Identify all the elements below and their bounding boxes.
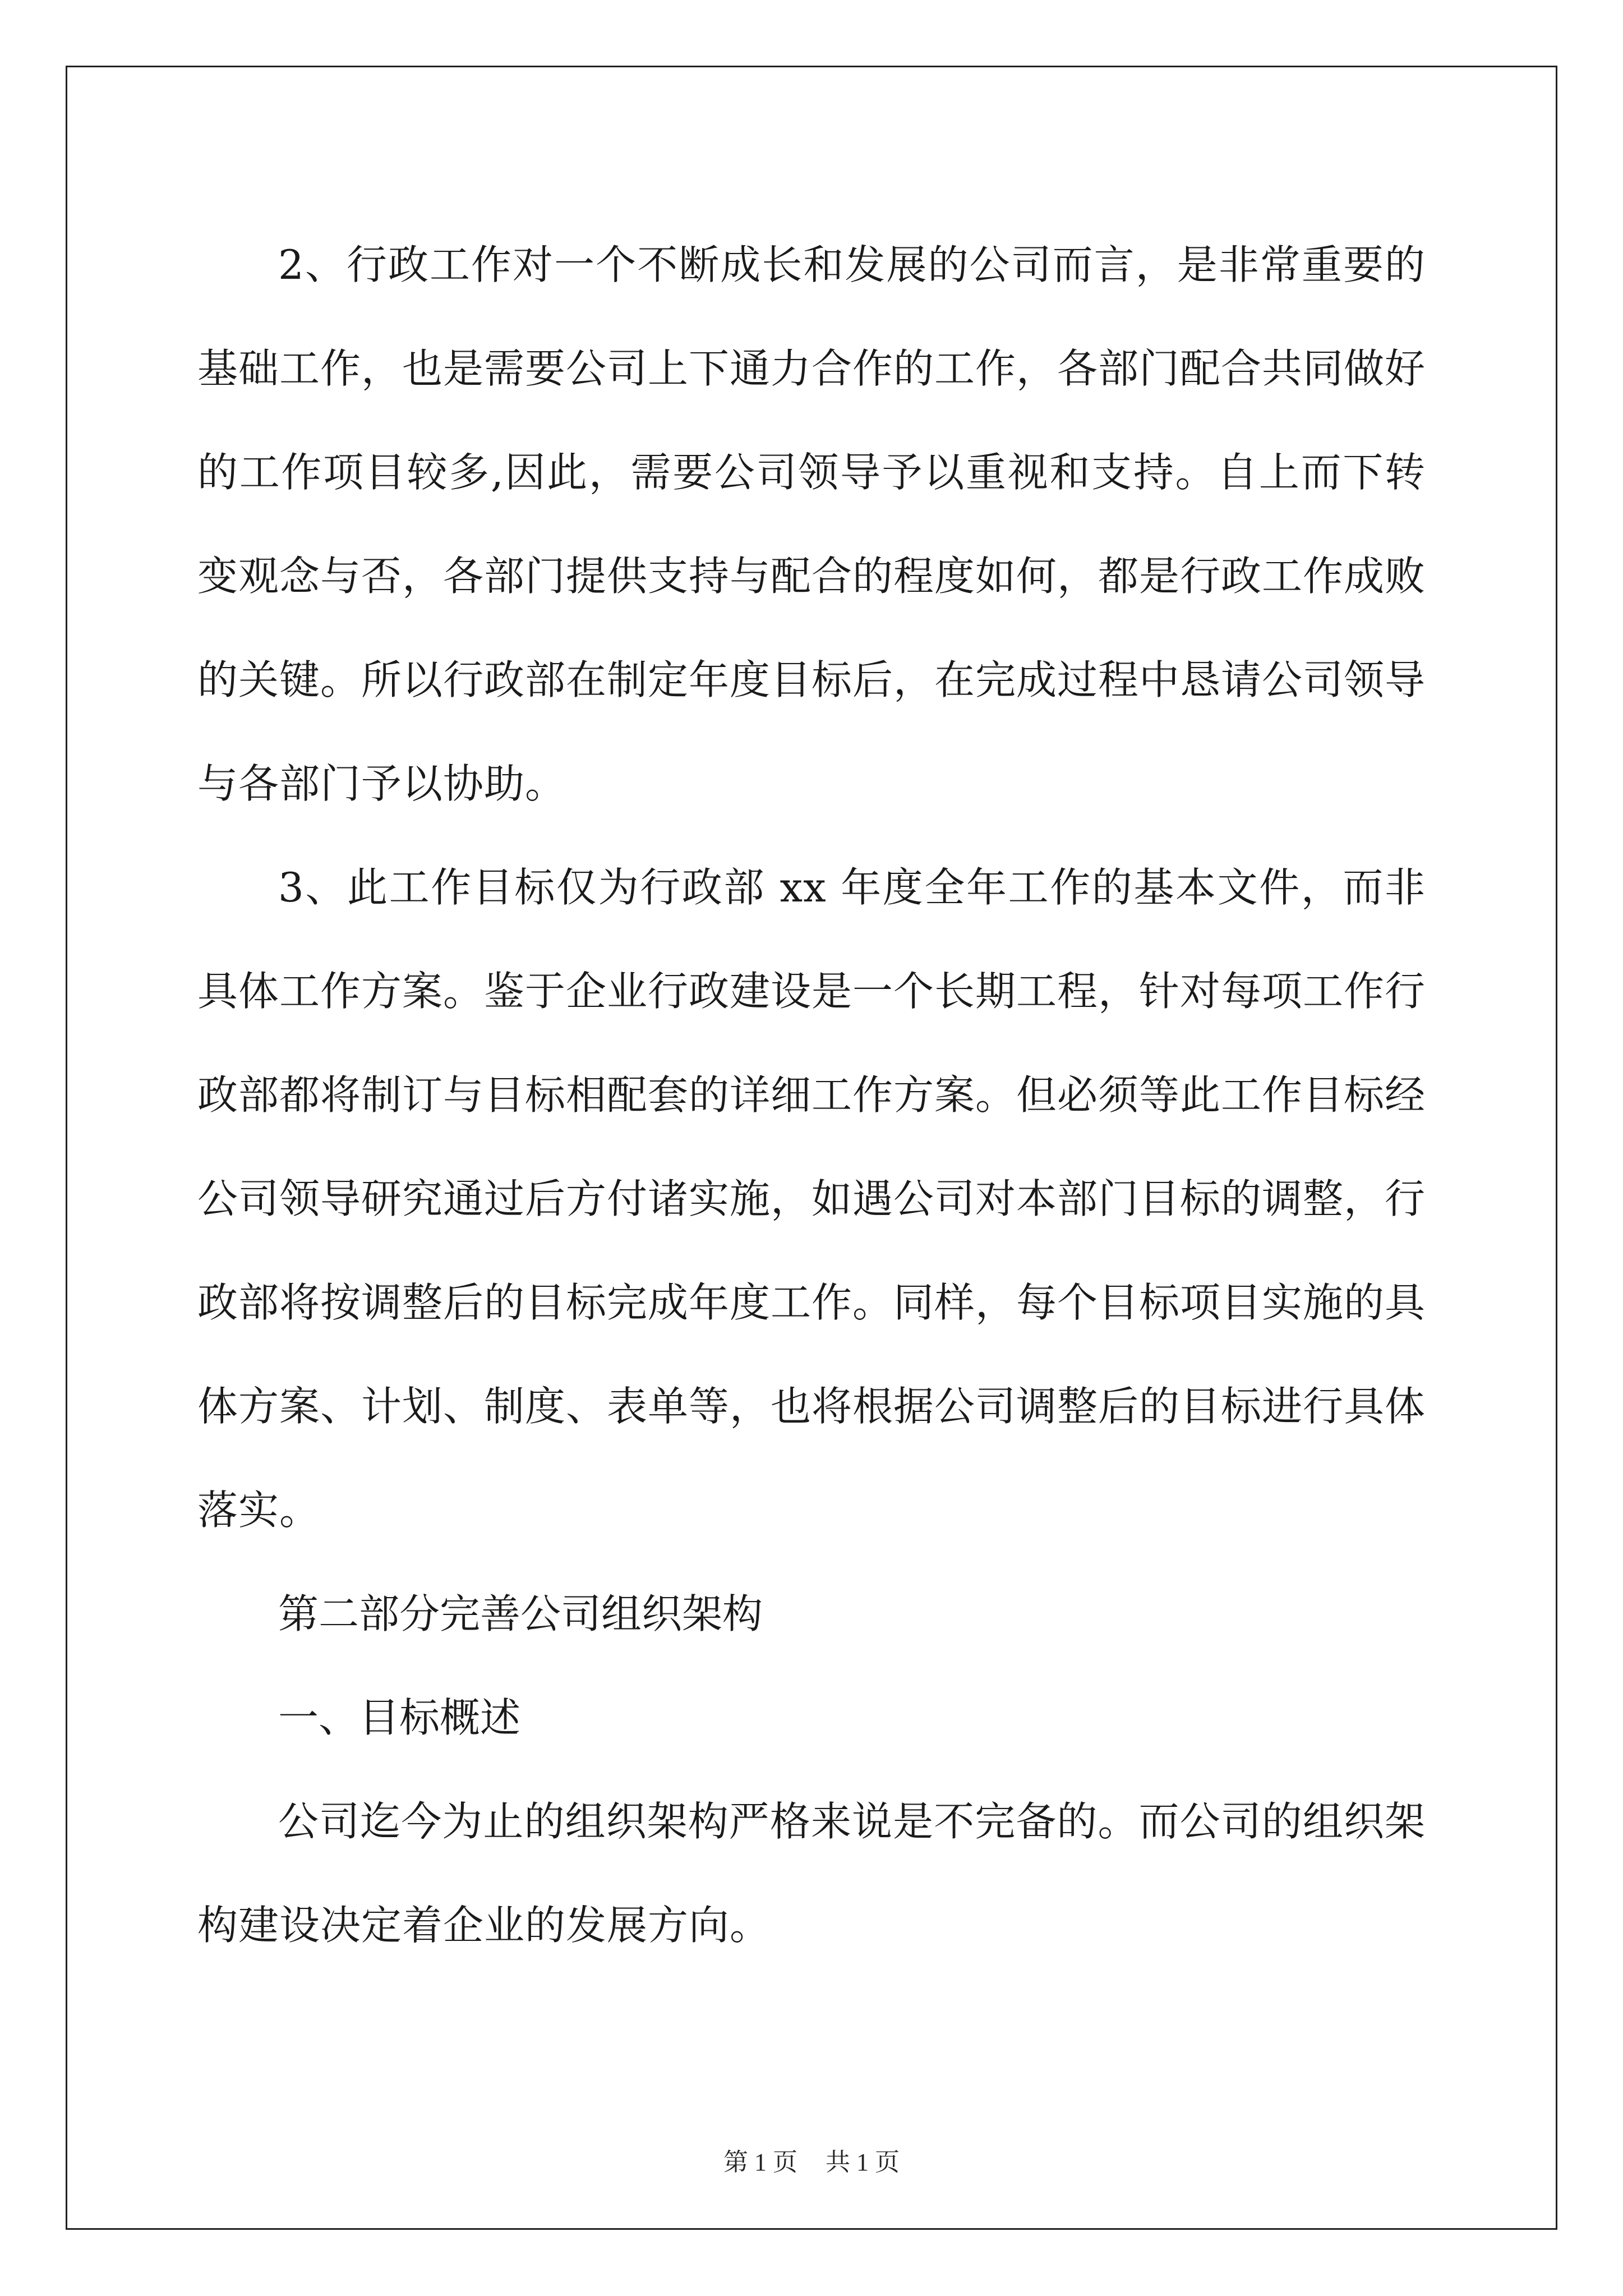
page-footer — [0, 2142, 1623, 2178]
closing-paragraph: 公司迄今为止的组织架构严格来说是不完备的。而公司的组织架构建设决定着企业的发展方向。 — [197, 1798, 1426, 1949]
section-heading: 第二部分完善公司组织架构 — [278, 1590, 763, 1637]
page-total: 共 1 页 — [826, 2148, 900, 2176]
page-number: 第 1 页 — [723, 2148, 797, 2176]
sub-heading: 一、目标概述 — [278, 1694, 521, 1741]
document-body — [197, 213, 1426, 1977]
paragraph-3: 3、此工作目标仅为行政部 xx 年度全年工作的基本文件，而非具体工作方案。鉴于企业行政建设是一个长期工程，针对每项工作行政部都将制订与目标相配套的详细工作方案。但必须等此工作目标经公司领导研究通过后方付诸实施，如遇公司对本部门目标的调整，行政部将按调整后的目标完成年度工作。同样，每个目标项目实施的具体方案、计划、制度、表单等，也将根据公司调整后的目标进行具体落实。 — [197, 864, 1426, 1534]
paragraph-2: 2、行政工作对一个不断成长和发展的公司而言，是非常重要的基础工作，也是需要公司上下通力合作的工作，各部门配合共同做好的工作项目较多,因此，需要公司领导予以重视和支持。自上而下转变观念与否，各部门提供支持与配合的程度如何，都是行政工作成败的关键。所以行政部在制定年度目标后，在完成过程中恳请公司领导与各部门予以协助。 — [197, 241, 1426, 807]
